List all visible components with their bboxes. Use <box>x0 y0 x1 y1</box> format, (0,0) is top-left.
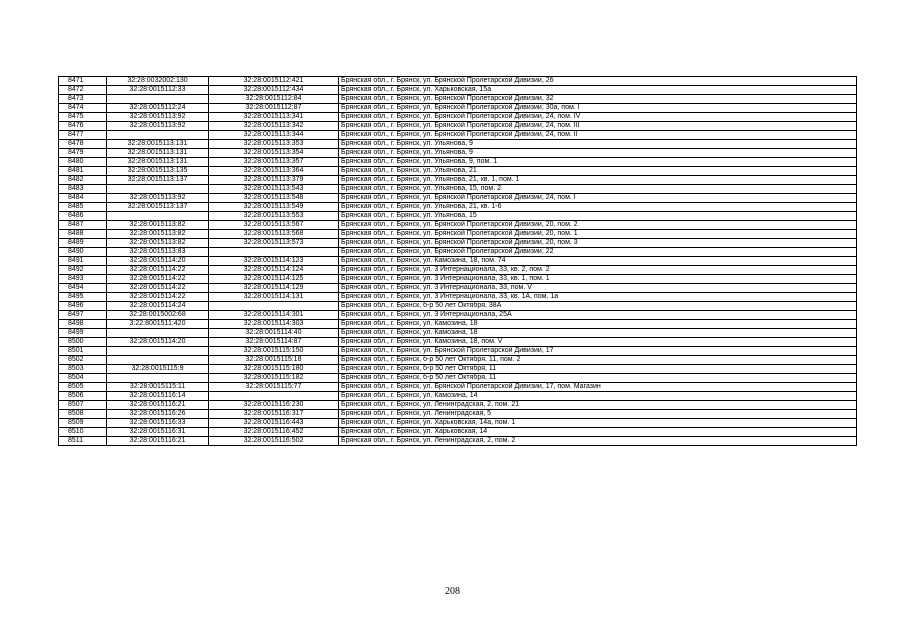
object-cadastral-number-cell: 32:28:0015113:344 <box>209 131 339 140</box>
row-number-cell: 8477 <box>59 131 107 140</box>
object-cadastral-number-cell <box>209 248 339 257</box>
land-cadastral-number-cell: 32:28:0015113:82 <box>107 221 209 230</box>
address-cell: Брянская обл., г. Брянск, ул. Ульянова, 21, кв. 1, пом. 1 <box>339 176 857 185</box>
land-cadastral-number-cell: 32:28:0015116:21 <box>107 437 209 446</box>
address-cell: Брянская обл., г. Брянск, ул. Брянской Пролетарской Дивизии, 30а, пом. I <box>339 104 857 113</box>
table-row <box>59 410 857 419</box>
address-cell: Брянская обл., г. Брянск, ул. 3 Интернационала, 33, кв. 1, пом. 1 <box>339 275 857 284</box>
row-number-cell: 8505 <box>59 383 107 392</box>
object-cadastral-number-cell: 32:28:0015113:567 <box>209 221 339 230</box>
row-number-cell: 8492 <box>59 266 107 275</box>
address-cell: Брянская обл., г. Брянск, ул. Брянской Пролетарской Дивизии, 24, пом. IV <box>339 113 857 122</box>
address-cell: Брянская обл., г. Брянск, ул. Камозина, 18 <box>339 320 857 329</box>
row-number-cell: 8491 <box>59 257 107 266</box>
table-row <box>59 185 857 194</box>
address-cell: Брянская обл., г. Брянск, ул. Камозина, 18, пом. 74 <box>339 257 857 266</box>
object-cadastral-number-cell: 32:28:0015113:357 <box>209 158 339 167</box>
table-row <box>59 284 857 293</box>
row-number-cell: 8494 <box>59 284 107 293</box>
address-cell: Брянская обл., г. Брянск, ул. Ульянова, 9 <box>339 149 857 158</box>
object-cadastral-number-cell: 32:28:0015116:317 <box>209 410 339 419</box>
table-body <box>59 77 857 446</box>
address-cell: Брянская обл., г. Брянск, ул. Ленинградская, 2, пом. 2 <box>339 437 857 446</box>
table-row <box>59 302 857 311</box>
row-number-cell: 8511 <box>59 437 107 446</box>
object-cadastral-number-cell: 32:28:0015113:549 <box>209 203 339 212</box>
table-row <box>59 329 857 338</box>
object-cadastral-number-cell: 32:28:0015114:125 <box>209 275 339 284</box>
land-cadastral-number-cell: 32:28:0015002:68 <box>107 311 209 320</box>
land-cadastral-number-cell: 32:28:0015114:22 <box>107 266 209 275</box>
address-cell: Брянская обл., г. Брянск, ул. Ульянова, 9, пом. 1 <box>339 158 857 167</box>
land-cadastral-number-cell: 32:28:0015113:82 <box>107 230 209 239</box>
object-cadastral-number-cell: 32:28:0015113:548 <box>209 194 339 203</box>
table-row <box>59 248 857 257</box>
object-cadastral-number-cell: 32:28:0015113:568 <box>209 230 339 239</box>
row-number-cell: 8507 <box>59 401 107 410</box>
table-row <box>59 113 857 122</box>
address-cell: Брянская обл., г. Брянск, б-р 50 лет Октября, 11 <box>339 374 857 383</box>
row-number-cell: 8474 <box>59 104 107 113</box>
address-cell: Брянская обл., г. Брянск, ул. Камозина, 18 <box>339 329 857 338</box>
object-cadastral-number-cell: 32:28:0015113:341 <box>209 113 339 122</box>
object-cadastral-number-cell <box>209 392 339 401</box>
land-cadastral-number-cell <box>107 95 209 104</box>
table-row <box>59 338 857 347</box>
land-cadastral-number-cell: 32:28:0015116:14 <box>107 392 209 401</box>
land-cadastral-number-cell: 32:28:0015116:33 <box>107 419 209 428</box>
land-cadastral-number-cell <box>107 185 209 194</box>
land-cadastral-number-cell <box>107 374 209 383</box>
object-cadastral-number-cell: 32:28:0015116:443 <box>209 419 339 428</box>
table-row <box>59 392 857 401</box>
land-cadastral-number-cell <box>107 356 209 365</box>
address-cell: Брянская обл., г. Брянск, ул. Брянской Пролетарской Дивизии, 24, пом. III <box>339 122 857 131</box>
object-cadastral-number-cell: 32:28:0015112:421 <box>209 77 339 86</box>
address-cell: Брянская обл., г. Брянск, ул. Харьковская, 15а <box>339 86 857 95</box>
address-cell: Брянская обл., г. Брянск, ул. Ульянова, 15, пом. 2 <box>339 185 857 194</box>
address-cell: Брянская обл., г. Брянск, ул. Харьковская, 14 <box>339 428 857 437</box>
object-cadastral-number-cell: 32:28:0015114:124 <box>209 266 339 275</box>
land-cadastral-number-cell: 32:28:0015113:82 <box>107 239 209 248</box>
address-cell: Брянская обл., г. Брянск, ул. Брянской Пролетарской Дивизии, 24, пом. II <box>339 131 857 140</box>
row-number-cell: 8490 <box>59 248 107 257</box>
table-row <box>59 221 857 230</box>
row-number-cell: 8504 <box>59 374 107 383</box>
land-cadastral-number-cell: 32:28:0015112:33 <box>107 86 209 95</box>
address-cell: Брянская обл., г. Брянск, ул. Брянской Пролетарской Дивизии, 20, пом. 1 <box>339 230 857 239</box>
object-cadastral-number-cell: 32:28:0015113:543 <box>209 185 339 194</box>
table-row <box>59 374 857 383</box>
table-row <box>59 257 857 266</box>
table-row <box>59 122 857 131</box>
object-cadastral-number-cell: 32:28:0015113:353 <box>209 140 339 149</box>
row-number-cell: 8500 <box>59 338 107 347</box>
table-row <box>59 230 857 239</box>
row-number-cell: 8508 <box>59 410 107 419</box>
land-cadastral-number-cell: 32:28:0015113:137 <box>107 203 209 212</box>
address-cell: Брянская обл., г. Брянск, б-р 50 лет Октября, 11 <box>339 365 857 374</box>
row-number-cell: 8495 <box>59 293 107 302</box>
row-number-cell: 8506 <box>59 392 107 401</box>
table-row <box>59 266 857 275</box>
land-cadastral-number-cell <box>107 212 209 221</box>
address-cell: Брянская обл., г. Брянск, б-р 50 лет Октября, 38А <box>339 302 857 311</box>
row-number-cell: 8486 <box>59 212 107 221</box>
object-cadastral-number-cell: 32:28:0015116:230 <box>209 401 339 410</box>
land-cadastral-number-cell: 32:28:0015113:137 <box>107 176 209 185</box>
address-cell: Брянская обл., г. Брянск, ул. Ульянова, 9 <box>339 140 857 149</box>
row-number-cell: 8471 <box>59 77 107 86</box>
table-row <box>59 293 857 302</box>
row-number-cell: 8479 <box>59 149 107 158</box>
row-number-cell: 8497 <box>59 311 107 320</box>
address-cell: Брянская обл., г. Брянск, ул. Брянской Пролетарской Дивизии, 24, пом. I <box>339 194 857 203</box>
table-row <box>59 203 857 212</box>
land-cadastral-number-cell: 32:28:0015113:92 <box>107 194 209 203</box>
row-number-cell: 8478 <box>59 140 107 149</box>
table-row <box>59 275 857 284</box>
row-number-cell: 8481 <box>59 167 107 176</box>
address-cell: Брянская обл., г. Брянск, ул. 3 Интернационала, 33, кв. 1А, пом. 1а <box>339 293 857 302</box>
land-cadastral-number-cell: 32:28:0015115:9 <box>107 365 209 374</box>
table-row <box>59 95 857 104</box>
row-number-cell: 8503 <box>59 365 107 374</box>
land-cadastral-number-cell: 32:28:0015113:83 <box>107 248 209 257</box>
object-cadastral-number-cell: 32:28:0015113:553 <box>209 212 339 221</box>
land-cadastral-number-cell: 32:28:0015114:22 <box>107 284 209 293</box>
land-cadastral-number-cell: 3:22:8001511:420 <box>107 320 209 329</box>
row-number-cell: 8489 <box>59 239 107 248</box>
object-cadastral-number-cell: 32:28:0015114:129 <box>209 284 339 293</box>
object-cadastral-number-cell: 32:28:0015115:150 <box>209 347 339 356</box>
object-cadastral-number-cell: 32:28:0015116:452 <box>209 428 339 437</box>
row-number-cell: 8493 <box>59 275 107 284</box>
address-cell: Брянская обл., г. Брянск, ул. 3 Интернационала, 33, пом. V <box>339 284 857 293</box>
object-cadastral-number-cell: 32:28:0015115:18 <box>209 356 339 365</box>
object-cadastral-number-cell: 32:28:0015114:301 <box>209 311 339 320</box>
address-cell: Брянская обл., г. Брянск, ул. Брянской Пролетарской Дивизии, 17, пом. Магазин <box>339 383 857 392</box>
table-row <box>59 86 857 95</box>
object-cadastral-number-cell: 32:28:0015113:342 <box>209 122 339 131</box>
table-row <box>59 347 857 356</box>
object-cadastral-number-cell: 32:28:0015115:182 <box>209 374 339 383</box>
object-cadastral-number-cell: 32:28:0015114:87 <box>209 338 339 347</box>
row-number-cell: 8473 <box>59 95 107 104</box>
row-number-cell: 8496 <box>59 302 107 311</box>
table-row <box>59 77 857 86</box>
object-cadastral-number-cell: 32:28:0015112:87 <box>209 104 339 113</box>
row-number-cell: 8502 <box>59 356 107 365</box>
land-cadastral-number-cell: 32:28:0015113:135 <box>107 167 209 176</box>
address-cell: Брянская обл., г. Брянск, ул. Брянской Пролетарской Дивизии, 22 <box>339 248 857 257</box>
address-cell: Брянская обл., г. Брянск, ул. Брянской Пролетарской Дивизии, 20, пом. 2 <box>339 221 857 230</box>
land-cadastral-number-cell <box>107 131 209 140</box>
object-cadastral-number-cell: 32:28:0015113:379 <box>209 176 339 185</box>
land-cadastral-number-cell: 32:28:0032002:130 <box>107 77 209 86</box>
land-cadastral-number-cell: 32:28:0015114:22 <box>107 293 209 302</box>
address-cell: Брянская обл., г. Брянск, ул. Брянской Пролетарской Дивизии, 20, пом. 3 <box>339 239 857 248</box>
address-cell: Брянская обл., г. Брянск, ул. Ленинградская, 2, пом. 21 <box>339 401 857 410</box>
land-cadastral-number-cell <box>107 347 209 356</box>
address-cell: Брянская обл., г. Брянск, ул. Брянской Пролетарской Дивизии, 26 <box>339 77 857 86</box>
object-cadastral-number-cell: 32:28:0015114:40 <box>209 329 339 338</box>
row-number-cell: 8482 <box>59 176 107 185</box>
land-cadastral-number-cell: 32:28:0015116:26 <box>107 410 209 419</box>
land-cadastral-number-cell: 32:28:0015114:24 <box>107 302 209 311</box>
table-row <box>59 401 857 410</box>
object-cadastral-number-cell: 32:28:0015113:354 <box>209 149 339 158</box>
land-cadastral-number-cell: 32:28:0015113:92 <box>107 122 209 131</box>
address-cell: Брянская обл., г. Брянск, ул. Ульянова, 21 <box>339 167 857 176</box>
address-cell: Брянская обл., г. Брянск, ул. Брянской Пролетарской Дивизии, 17 <box>339 347 857 356</box>
address-cell: Брянская обл., г. Брянск, ул. Ленинградская, 5 <box>339 410 857 419</box>
object-cadastral-number-cell <box>209 302 339 311</box>
address-cell: Брянская обл., г. Брянск, ул. Ульянова, 15 <box>339 212 857 221</box>
table-row <box>59 428 857 437</box>
row-number-cell: 8475 <box>59 113 107 122</box>
land-cadastral-number-cell: 32:28:0015113:131 <box>107 158 209 167</box>
address-cell: Брянская обл., г. Брянск, ул. Брянской Пролетарской Дивизии, 32 <box>339 95 857 104</box>
land-cadastral-number-cell: 32:28:0015114:22 <box>107 275 209 284</box>
row-number-cell: 8509 <box>59 419 107 428</box>
object-cadastral-number-cell: 32:28:0015112:84 <box>209 95 339 104</box>
table-row <box>59 149 857 158</box>
row-number-cell: 8510 <box>59 428 107 437</box>
land-cadastral-number-cell: 32:28:0015116:31 <box>107 428 209 437</box>
table-row <box>59 437 857 446</box>
land-cadastral-number-cell: 32:28:0015114:20 <box>107 338 209 347</box>
object-cadastral-number-cell: 32:28:0015115:77 <box>209 383 339 392</box>
address-cell: Брянская обл., г. Брянск, ул. Камозина, 14 <box>339 392 857 401</box>
row-number-cell: 8484 <box>59 194 107 203</box>
row-number-cell: 8488 <box>59 230 107 239</box>
object-cadastral-number-cell: 32:28:0015115:180 <box>209 365 339 374</box>
address-cell: Брянская обл., г. Брянск, ул. 3 Интернационала, 33, кв. 2, пом. 2 <box>339 266 857 275</box>
row-number-cell: 8501 <box>59 347 107 356</box>
address-cell: Брянская обл., г. Брянск, ул. 3 Интернационала, 25А <box>339 311 857 320</box>
table-row <box>59 311 857 320</box>
table-row <box>59 365 857 374</box>
land-cadastral-number-cell: 32:28:0015112:24 <box>107 104 209 113</box>
land-cadastral-number-cell <box>107 329 209 338</box>
object-cadastral-number-cell: 32:28:0015113:364 <box>209 167 339 176</box>
land-cadastral-number-cell: 32:28:0015116:21 <box>107 401 209 410</box>
land-cadastral-number-cell: 32:28:0015113:92 <box>107 113 209 122</box>
page-number: 208 <box>445 586 460 597</box>
address-cell: Брянская обл., г. Брянск, ул. Ульянова, 21, кв. 1-6 <box>339 203 857 212</box>
table-row <box>59 140 857 149</box>
row-number-cell: 8472 <box>59 86 107 95</box>
table-row <box>59 239 857 248</box>
row-number-cell: 8485 <box>59 203 107 212</box>
land-cadastral-number-cell: 32:28:0015113:131 <box>107 140 209 149</box>
table-row <box>59 419 857 428</box>
property-register-table <box>58 76 857 446</box>
row-number-cell: 8487 <box>59 221 107 230</box>
table-row <box>59 176 857 185</box>
object-cadastral-number-cell: 32:28:0015113:573 <box>209 239 339 248</box>
row-number-cell: 8476 <box>59 122 107 131</box>
land-cadastral-number-cell: 32:28:0015115:11 <box>107 383 209 392</box>
table-row <box>59 158 857 167</box>
table-row <box>59 320 857 329</box>
table-row <box>59 131 857 140</box>
table-row <box>59 383 857 392</box>
object-cadastral-number-cell: 32:28:0015114:131 <box>209 293 339 302</box>
row-number-cell: 8498 <box>59 320 107 329</box>
table-row <box>59 356 857 365</box>
row-number-cell: 8499 <box>59 329 107 338</box>
object-cadastral-number-cell: 32:28:0015114:303 <box>209 320 339 329</box>
table-row <box>59 167 857 176</box>
object-cadastral-number-cell: 32:28:0015114:123 <box>209 257 339 266</box>
row-number-cell: 8483 <box>59 185 107 194</box>
table-row <box>59 104 857 113</box>
table-row <box>59 194 857 203</box>
address-cell: Брянская обл., г. Брянск, ул. Камозина, 18, пом. V <box>339 338 857 347</box>
table-row <box>59 212 857 221</box>
land-cadastral-number-cell: 32:28:0015114:20 <box>107 257 209 266</box>
object-cadastral-number-cell: 32:28:0015112:434 <box>209 86 339 95</box>
row-number-cell: 8480 <box>59 158 107 167</box>
address-cell: Брянская обл., г. Брянск, ул. Харьковская, 14а, пом. 1 <box>339 419 857 428</box>
address-cell: Брянская обл., г. Брянск, б-р 50 лет Октября, 11, пом. 2 <box>339 356 857 365</box>
object-cadastral-number-cell: 32:28:0015116:502 <box>209 437 339 446</box>
land-cadastral-number-cell: 32:28:0015113:131 <box>107 149 209 158</box>
